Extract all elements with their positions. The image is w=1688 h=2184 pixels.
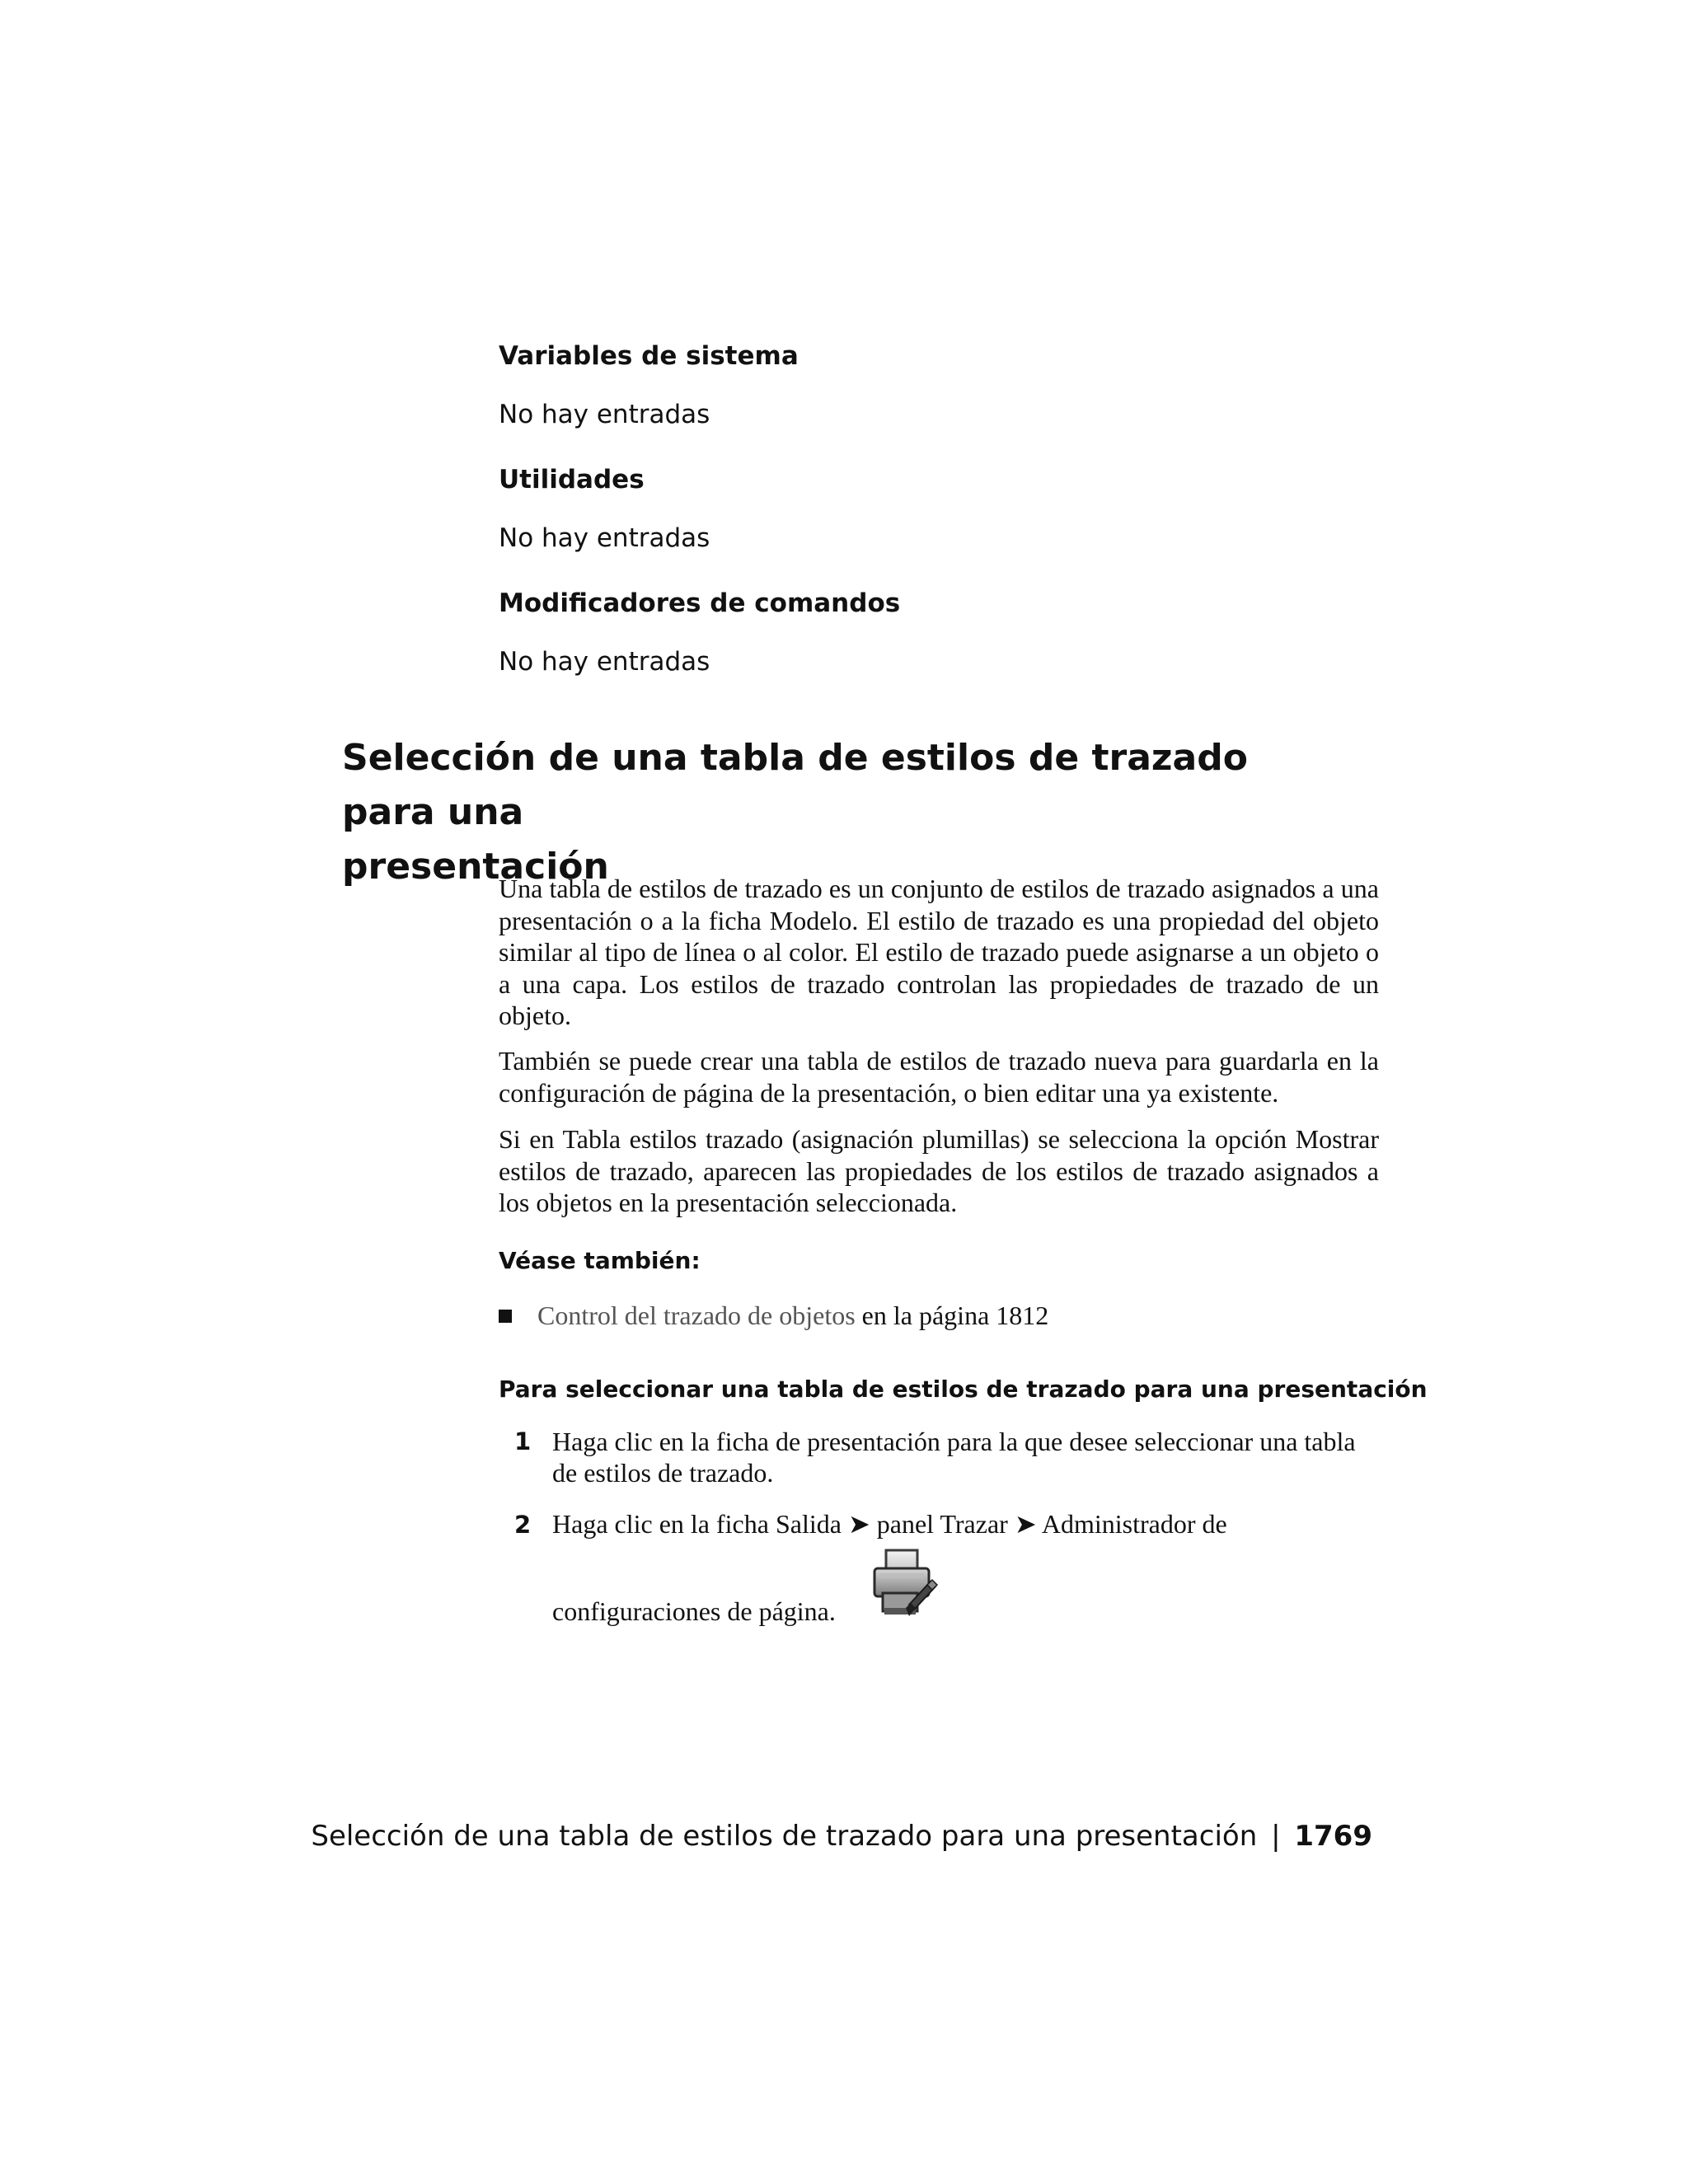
procedure-title: Para seleccionar una tabla de estilos de trazado para una presentación bbox=[499, 1376, 1428, 1403]
step-text-2-line-2: configuraciones de página. bbox=[552, 1596, 836, 1626]
text-no-entries-2: No hay entradas bbox=[499, 523, 710, 553]
see-also-item bbox=[537, 1299, 1048, 1332]
step-number-1: 1 bbox=[514, 1427, 532, 1455]
section-title-line-1: Selección de una tabla de estilos de trazado para una bbox=[342, 737, 1248, 833]
see-also-link[interactable]: Control del trazado de objetos bbox=[537, 1301, 856, 1330]
footer-title: Selección de una tabla de estilos de trazado para una presentación bbox=[311, 1820, 1258, 1853]
step-number-2: 2 bbox=[514, 1511, 532, 1539]
paragraph-new-table: También se puede crear una tabla de estilos de trazado nueva para guardarla en la configuración de página de la presentación, o bien editar una ya existente. bbox=[499, 1046, 1379, 1108]
page-setup-manager-icon bbox=[870, 1547, 939, 1619]
section-title bbox=[342, 731, 1331, 894]
footer-separator: | bbox=[1271, 1820, 1281, 1853]
page-footer bbox=[311, 1818, 1372, 1854]
step-text-2-line-1: Haga clic en la ficha Salida ➤ panel Trazar ➤ Administrador de bbox=[552, 1509, 1227, 1539]
see-also-page-ref: en la página 1812 bbox=[855, 1301, 1049, 1330]
page-number: 1769 bbox=[1294, 1820, 1372, 1853]
text-no-entries-1: No hay entradas bbox=[499, 400, 710, 429]
see-also-label: Véase también: bbox=[499, 1247, 701, 1274]
section-title-line-2: presentación bbox=[342, 846, 609, 888]
bullet-square-icon bbox=[499, 1310, 512, 1323]
step-text-1: Haga clic en la ficha de presentación para la que desee seleccionar una tabla de estilos de trazado. bbox=[552, 1427, 1356, 1488]
heading-utilidades: Utilidades bbox=[499, 465, 645, 494]
paragraph-intro: Una tabla de estilos de trazado es un conjunto de estilos de trazado asignados a una presentación o a la ficha Modelo. El estilo de trazado es una propiedad del objeto similar al tipo de línea o al color. El estilo de trazado puede asignarse a un objeto o a una capa. Los estilos de trazado controlan las propiedades de trazado de un objeto. bbox=[499, 874, 1379, 1030]
heading-variables-de-sistema: Variables de sistema bbox=[499, 341, 799, 371]
heading-modificadores-de-comandos: Modificadores de comandos bbox=[499, 588, 901, 618]
paragraph-show-styles: Si en Tabla estilos trazado (asignación plumillas) se selecciona la opción Mostrar estilos de trazado, aparecen las propiedades de los estilos de trazado asignados a los objetos en la presentación seleccionada. bbox=[499, 1124, 1379, 1217]
text-no-entries-3: No hay entradas bbox=[499, 647, 710, 677]
